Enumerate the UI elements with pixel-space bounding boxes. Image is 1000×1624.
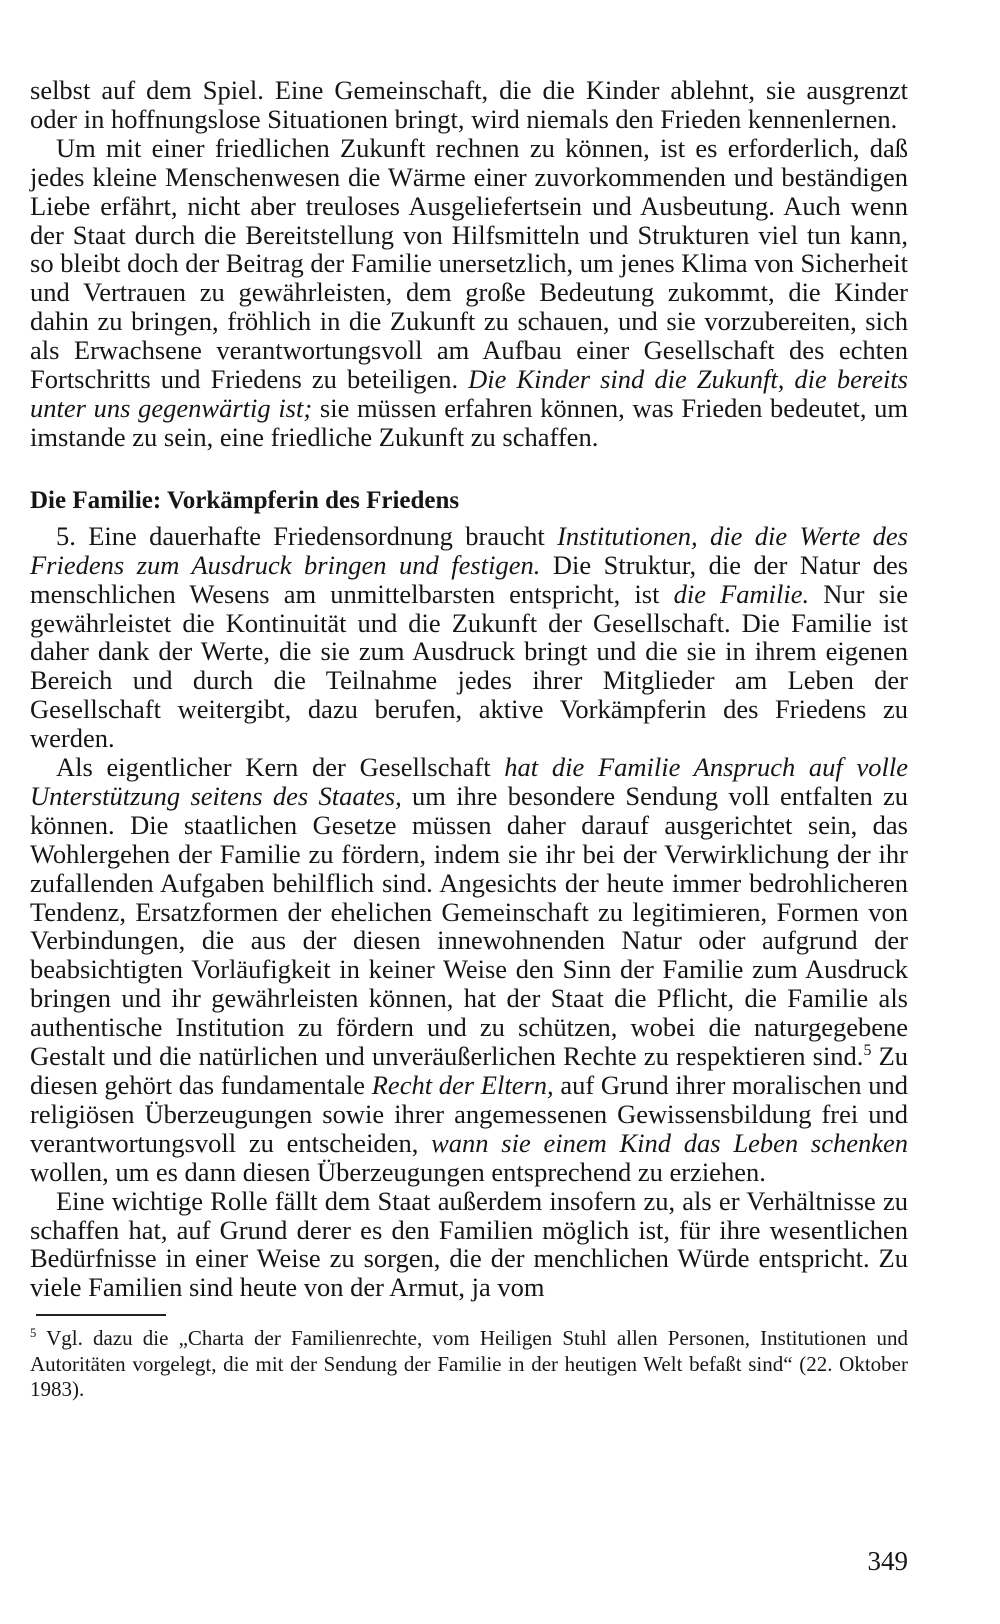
section-heading: Die Familie: Vorkämpferin des Friedens <box>30 486 460 514</box>
footnote-marker: 5 <box>30 1326 37 1341</box>
paragraph-2 <box>30 134 908 452</box>
paragraph-3-text-b: Die Struktur, die der Natur des menschlichen Wesens am unmittelbarsten entspricht, ist <box>30 549 909 609</box>
footnote-5 <box>30 1326 908 1403</box>
paragraph-3-emphasis-2: die Familie. <box>673 578 810 609</box>
body-text <box>30 76 908 1302</box>
paragraph-5 <box>30 1187 908 1303</box>
paragraph-4-emphasis-3: wann sie einem Kind das Leben schenken <box>431 1127 909 1158</box>
paragraph-4-text-e: wollen, um es dann diesen Überzeugungen entsprechend zu erziehen. <box>30 1156 766 1187</box>
paragraph-3-text-c: Nur sie gewährleistet die Kontinuität und die Zukunft der Gesellschaft. Die Familie ist daher dank der Werte, die sie zum Ausdruck bringt und die sie in ihrem eigenen Bereich und durch die Teilnahme jedes ihrer Mitglieder am Leben der Gesellschaft weitergibt, dazu berufen, aktive Vorkämpferin des Friedens zu werden. <box>30 578 909 754</box>
paragraph-1-text: selbst auf dem Spiel. Eine Gemeinschaft, die die Kinder ablehnt, sie ausgrenzt oder in hoffnungslose Situationen bringt, wird niemals den Frieden kennenlernen. <box>30 75 908 134</box>
footnote-divider <box>36 1314 166 1316</box>
paragraph-4-text-c: Zu diesen gehört das fundamentale <box>30 1041 908 1100</box>
paragraph-4-text-d: auf Grund ihrer moralischen und religiösen Überzeugungen sowie ihrer angemessenen Gewissensbildung frei und verantwortungsvoll zu entscheiden, <box>30 1070 909 1158</box>
paragraph-4-emphasis-2: Recht der Eltern, <box>371 1070 554 1100</box>
paragraph-4-emphasis-1: hat die Familie Anspruch auf volle Unterstützung seitens des Staates, <box>30 752 909 811</box>
page-number: 349 <box>867 1546 908 1576</box>
footnote-text: Vgl. dazu die „Charta der Familienrechte, vom Heiligen Stuhl allen Personen, Institutionen und Autoritäten vorgelegt, die mit der Sendung der Familie in der heutigen Welt befaßt sind“ (22. Oktober 1983). <box>30 1326 908 1402</box>
paragraph-4-text-b: um ihre besondere Sendung voll entfalten zu können. Die staatlichen Gesetze müssen daher darauf ausgerichtet sein, das Wohlergehen der Familie zu fördern, indem sie ihr bei der Verwirklichung der ihr zufallenden Aufgaben behilflich sind. Angesichts der heute immer bedrohlicheren Tendenz, Ersatzformen der ehelichen Gemeinschaft zu legitimieren, Formen von Verbindungen, die aus der diesen innewohnenden Natur oder aufgrund der beabsichtigten Vorläufigkeit in keiner Weise den Sinn der Familie zum Ausdruck bringen und ihr gewährleisten können, hat der Staat die Pflicht, die Familie als authentische Institution zu fördern und zu schützen, wobei die naturgegebene Gestalt und die natürlichen und unveräußerlichen Rechte zu respektieren sind. <box>30 780 909 1072</box>
footnote-reference[interactable]: 5 <box>863 1042 872 1060</box>
paragraph-3 <box>30 522 908 753</box>
paragraph-2-text-a: Um mit einer friedlichen Zukunft rechnen zu können, ist es erforderlich, daß jedes kleine Menschenwesen die Wärme einer zuvorkommenden und beständigen Liebe erfährt, nicht aber treuloses Ausgeliefertsein und Ausbeutung. Auch wenn der Staat durch die Bereitstellung von Hilfsmitteln und Strukturen viel tun kann, so bleibt doch der Beitrag der Familie unersetzlich, um jenes Klima von Sicherheit und Vertrauen zu gewährleisten, dem große Bedeutung zukommt, die Kinder dahin zu bringen, fröhlich in die Zukunft zu schauen, und sie vorzubereiten, sich als Erwachsene verantwortungsvoll am Aufbau einer Gesellschaft des echten Fortschritts und Friedens zu beteiligen. <box>30 132 908 395</box>
paragraph-4 <box>30 753 908 1187</box>
paragraph-2-emphasis: Die Kinder sind die Zukunft, die bereits unter uns gegenwärtig ist; <box>30 364 908 423</box>
paragraph-1 <box>30 76 908 134</box>
paragraph-4-text-a: Als eigentlicher Kern der Gesellschaft <box>56 752 491 783</box>
paragraph-2-text-b: sie müssen erfahren können, was Frieden bedeutet, um imstande zu sein, eine friedliche Zukunft zu schaffen. <box>30 392 908 452</box>
paragraph-3-text-a: 5. Eine dauerhafte Friedensordnung braucht <box>56 520 545 551</box>
paragraph-5-text: Eine wichtige Rolle fällt dem Staat außerdem insofern zu, als er Verhältnisse zu schaffen hat, auf Grund derer es den Familien möglich ist, für ihre wesentlichen Bedürfnisse in einer Weise zu sorgen, die der menchlichen Würde entspricht. Zu viele Familien sind heute von der Armut, ja vom <box>30 1185 908 1303</box>
footnotes <box>30 1326 908 1403</box>
paragraph-3-emphasis-1: Institutionen, die die Werte des Friedens zum Ausdruck bringen und festigen. <box>30 520 908 580</box>
page-content <box>30 76 908 1403</box>
